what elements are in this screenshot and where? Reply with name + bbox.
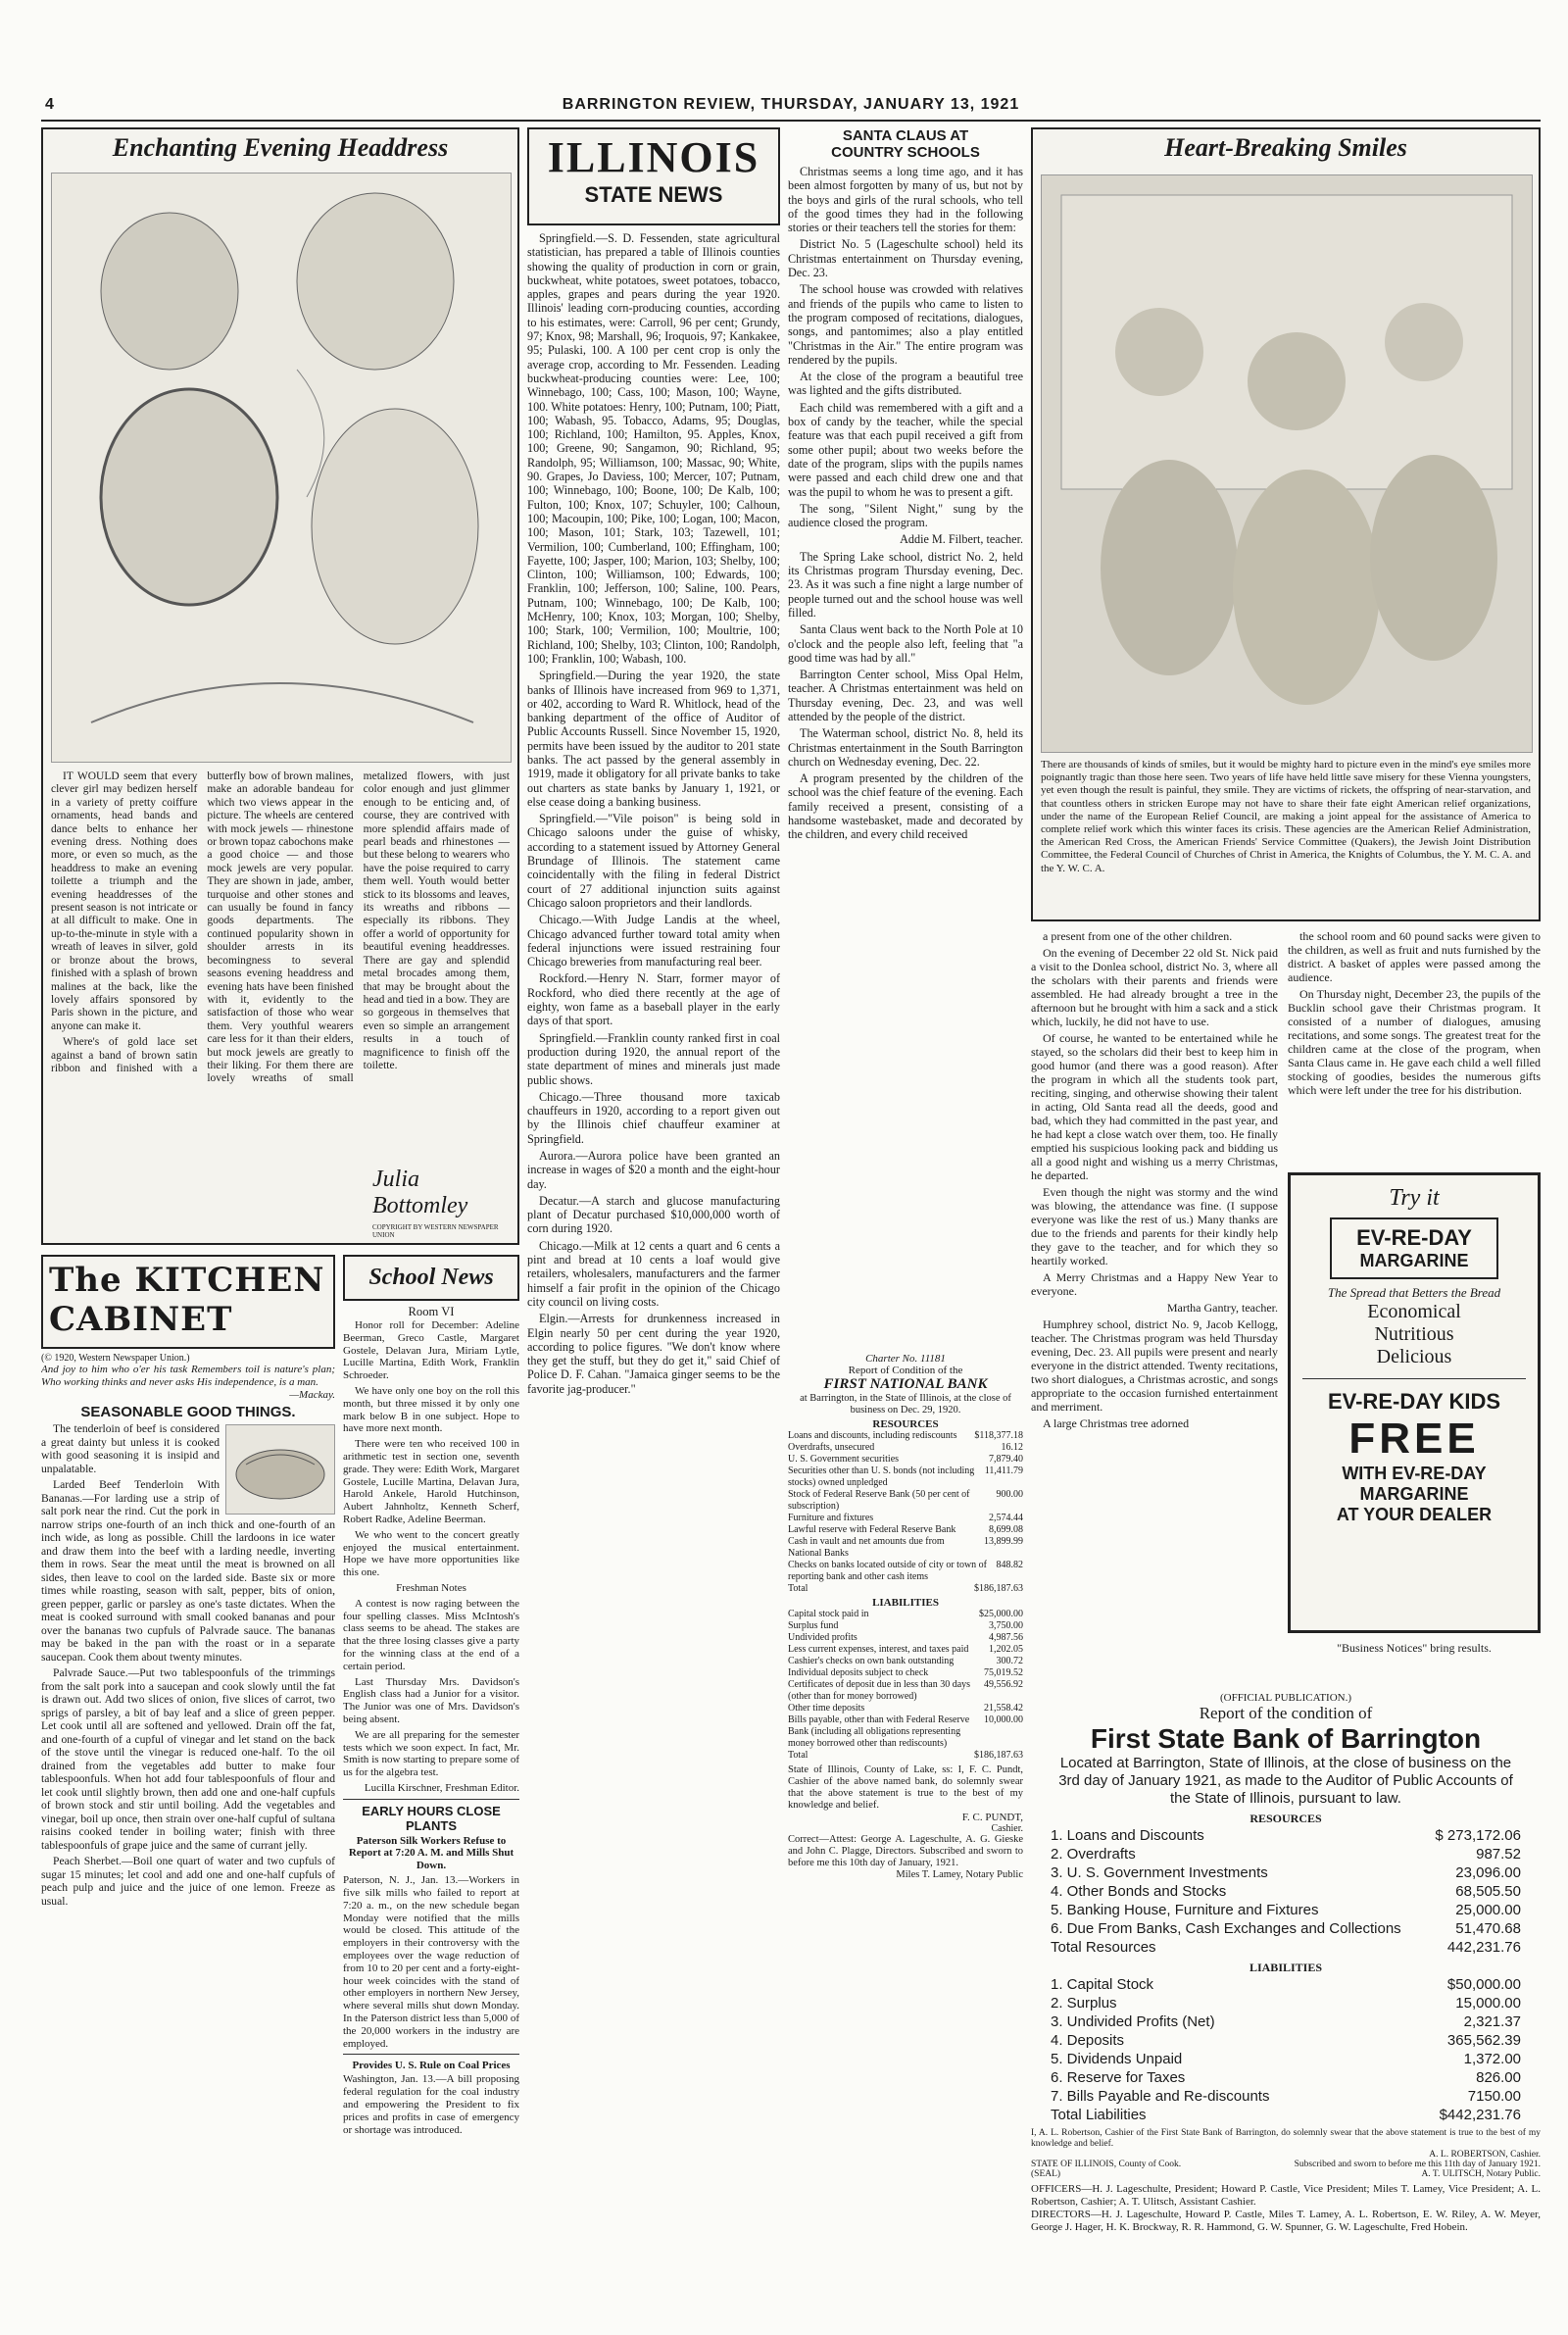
report-row <box>788 1632 1023 1644</box>
report-row-value: 21,558.42 <box>984 1703 1023 1714</box>
smiles-photo <box>1041 174 1533 753</box>
report-row-label: 3. Undivided Profits (Net) <box>1051 2013 1215 2030</box>
report-row-label: Checks on banks located outside of city or town of reporting bank and other cash items <box>788 1560 988 1582</box>
report-row <box>788 1620 1023 1632</box>
first-national-correct: Correct—Attest: George A. Lageschulte, A. G. Gieske and John C. Plagge, Directors. Subscribed and sworn to before me this 10th day of January, 1921. <box>788 1834 1023 1868</box>
first-national-attest: State of Illinois, County of Lake, ss: I, F. C. Pundt, Cashier of the above named bank, do solemnly swear that the above statement is true to the best of my knowledge and belief. <box>788 1764 1023 1811</box>
coal-title: Provides U. S. Rule on Coal Prices <box>352 2060 511 2072</box>
first-national-section <box>788 1353 1023 2313</box>
report-row <box>788 1536 1023 1560</box>
report-row-value: 2,321.37 <box>1463 2013 1521 2030</box>
coal-body: Washington, Jan. 13.—A bill proposing federal regulation for the coal industry and empowering the President to fix prices and profits in case of emergency or shortage was introduced. <box>343 2073 519 2136</box>
kitchen-paragraph-1: The tenderloin of beef is considered a great dainty but unless it is cooked with good seasoning it is insipid and unpalatable. <box>41 1422 220 1475</box>
first-state-officers: OFFICERS—H. J. Lageschulte, President; Howard P. Castle, Vice President; Miles T. Lamey, Vice President; A. L. Robertson, Cashier; A. T. Ulitsch, Assistant Cashier. <box>1031 2183 1541 2208</box>
report-row <box>788 1667 1023 1679</box>
early-hours-subtitle: Paterson Silk Workers Refuse to Report at 7:20 A. M. and Mills Shut Down. <box>348 1834 514 1871</box>
illinois-body <box>527 231 780 1396</box>
right-paragraph-2: On the evening of December 22 old St. Nick paid a visit to the Donlea school, district No. 3, where all the scholars with their parents and friends were assembled. He had already brought a tree in the afternoon but he brought with him a sack and a stick which, luckily, he did not have to use. <box>1031 946 1278 1028</box>
kitchen-title-line1: The KITCHEN <box>49 1261 325 1300</box>
report-row-label: Total <box>788 1750 808 1761</box>
report-row-label: 5. Banking House, Furniture and Fixtures <box>1051 1902 1319 1918</box>
report-row <box>788 1560 1023 1583</box>
ad-free: FREE <box>1348 1415 1480 1463</box>
ad-slogan: The Spread that Betters the Bread <box>1327 1285 1501 1300</box>
report-row <box>788 1750 1023 1762</box>
illinois-paragraph-7: Chicago.—Three thousand more taxicab chauffeurs in 1920, according to a report given out by the Illinois chief chauffeur examiner at Springfield. <box>527 1089 780 1146</box>
report-row-label: Less current expenses, interest, and taxes paid <box>788 1644 969 1655</box>
santa-paragraph-5: Each child was remembered with a gift and a box of candy by the teacher, while the special feature was that each pupil received a gift from some other pupil; about two weeks before the date of the program, slips with the pupils names were passed and each child drew one and that was the pupil to whom he was to present a gift. <box>788 400 1023 499</box>
report-row-label: Other time deposits <box>788 1703 865 1714</box>
report-row-value: $50,000.00 <box>1446 1976 1521 1993</box>
illinois-paragraph-1: Springfield.—S. D. Fessenden, state agricultural statistician, has prepared a table of Illinois counties showing the quality of production in corn or grain, buckwheat, white potatoes, sweet potatoes, tobacco, apples, grapes and pears during the year 1920. Illinois' leading corn-producing counties, according to his estimates, were: Carroll, 96 per cent; Grundy, 97; Knox, 98; Marshall, 96; Iroquois, 97; Kankakee, 95; Pulaski, 100. A 100 per cent crop is only the average crop, according to Mr. Fessenden. Leading buckwheat-producing counties were: Lee, 100; Winnebago, 100; Cass, 100; Mason, 100; Wayne, 100. White potatoes: Henry, 100; Putnam, 100; Piatt, 100; Wabash, 95. Tobacco, Adams, 95; Douglas, 100; Richland, 100; Hamilton, 95. Apples, Knox, 100; Greene, 90; Sangamon, 90; Richland, 95; Randolph, 95; Williamson, 100; Massac, 90; White, 90. Grapes, Jo Daviess, 100; Mercer, 107; Putnam, 100; Winnebago, 100; Boone, 100; De Kalb, 100; Fulton, 100; Knox, 107; Schuyler, 100; Calhoun, 100; Macoupin, 100; Pike, 100; Logan, 100; Macon, 100; Mason, 101; Stark, 103; Tazewell, 101; Vermilion, 100; Cumberland, 100; Effingham, 100; Fayette, 100; Jasper, 100; Marion, 103; Shelby, 100; Clinton, 100; Williamson, 100; Edwards, 100; Franklin, 100; Jefferson, 100; Saline, 100. Pears, Putnam, 100; Winnebago, 100; De Kalb, 100; McHenry, 100; Knox, 103; Morgan, 100; Shelby, 100; Stark, 100; Vermilion, 100; Moultrie, 100; Richland, 100; Shelby, 103; Clinton, 100; Randolph, 100; Franklin, 100; Wabash, 100. <box>527 231 780 666</box>
headdress-title: Enchanting Evening Headdress <box>112 133 449 162</box>
beef-illustration <box>225 1424 335 1515</box>
report-row-value: 16.12 <box>1001 1442 1023 1453</box>
first-state-official: (OFFICIAL PUBLICATION.) <box>1219 1692 1352 1704</box>
illinois-paragraph-11: Elgin.—Arrests for drunkenness increased in Elgin nearly 50 per cent during the year 1920, according to police figures. "We don't know where they get the stuff, but they do get it," said Chief of Police D. F. Cahan. "Jamaica ginger seems to be the favorite jag-producer." <box>527 1312 780 1396</box>
report-row <box>788 1583 1023 1595</box>
report-row-value: 49,556.92 <box>984 1679 1023 1690</box>
first-state-state: STATE OF ILLINOIS, County of Cook. <box>1031 2160 1182 2169</box>
report-row <box>788 1644 1023 1656</box>
headdress-copyright: COPYRIGHT BY WESTERN NEWSPAPER UNION <box>372 1223 499 1239</box>
right-text-col-b <box>1288 929 1541 1165</box>
first-state-liabilities-head: LIABILITIES <box>1249 1961 1323 1974</box>
report-row-label: Bills payable, other than with Federal Reserve Bank (including all obligations representing money borrowed other than rediscounts) <box>788 1714 970 1749</box>
report-row <box>788 1430 1023 1442</box>
report-row <box>1051 2106 1521 2124</box>
right-b-paragraph-1: the school room and 60 pound sacks were given to the children, as well as fruit and nuts furnished by the district. A basket of apples were passed among the audience. <box>1288 929 1541 984</box>
school-news-paragraph-3: There were ten who received 100 in arithmetic test in section one, seventh grade. They were: Edith Work, Margaret Gostele, Lucille Martina, Delavan Jura, Harold Ankele, Harold Hutchinson, Aubert Jahnholtz, Kenneth Scherf, Robert Radke, Adeline Beerman. <box>343 1438 519 1525</box>
report-row <box>788 1714 1023 1750</box>
newspaper-page <box>41 94 1541 2319</box>
report-row-value: 2,574.44 <box>989 1513 1023 1523</box>
right-paragraph-4: Even though the night was stormy and the wind was blowing, the attendance was fine. (I suppose everyone was like the rest of us.) Many thanks are due to the friends and parents for their kindly help they gave to the teacher, and for which they so heartily worked. <box>1031 1185 1278 1267</box>
school-news-signoff: Lucilla Kirschner, Freshman Editor. <box>364 1781 519 1794</box>
first-state-bank-name: First State Bank of Barrington <box>1090 1723 1482 1754</box>
ad-brand-box <box>1330 1217 1498 1279</box>
illinois-paragraph-9: Decatur.—A starch and glucose manufacturing plant of Decatur purchased $10,000,000 worth of corn during 1920. <box>527 1193 780 1236</box>
masthead-title: BARRINGTON REVIEW, THURSDAY, JANUARY 13, 1921 <box>562 96 1020 113</box>
report-row-label: 4. Deposits <box>1051 2032 1125 2049</box>
first-state-resources-table <box>1031 1826 1541 1957</box>
report-row <box>788 1513 1023 1524</box>
report-row-label: Cash in vault and net amounts due from National Banks <box>788 1536 945 1559</box>
kitchen-paragraph-3: Palvrade Sauce.—Put two tablespoonfuls of the trimmings from the salt pork into a saucepan and cook slowly until the fat is drawn out. Add two slices of onion, five slices of carrot, two sprigs of parsley, a bit of bay leaf and a slice of green pepper. Let cook until all are softened and yellowed. Drain off the fat, and one-fourth of a cupful of vinegar and let stand on the back of the stove until the vinegar is reduced one-half. To the oil drained from the vegetables add butter to make four tablespoonfuls. When hot add four tablespoonfuls of flour and let cook until slightly brown, then add one and one-half cupfuls of brown stock and stir until boiling. Add the vegetables and vinegar, boil up once, then strain over one-half cupful of sultana raisins cooked tender in boiling water; finish with three tablespoonfuls of grape juice and the same of currant jelly. <box>41 1666 335 1852</box>
report-row-label: Lawful reserve with Federal Reserve Bank <box>788 1524 956 1535</box>
report-row-value: 1,202.05 <box>989 1644 1023 1655</box>
report-row-label: Stock of Federal Reserve Bank (50 per cent of subscription) <box>788 1489 970 1512</box>
smiles-title: Heart-Breaking Smiles <box>1164 133 1407 162</box>
headdress-body <box>51 770 510 1163</box>
santa-section <box>788 127 1023 1343</box>
report-row <box>1051 1826 1521 1845</box>
report-row-label: Overdrafts, unsecured <box>788 1442 875 1453</box>
business-notice: "Business Notices" bring results. <box>1337 1641 1492 1655</box>
school-news-section <box>343 1255 519 2313</box>
illinois-news-section <box>527 127 780 2313</box>
school-news-title: School News <box>368 1265 494 1290</box>
headdress-section <box>41 127 519 1245</box>
report-row-value: 826.00 <box>1476 2069 1521 2086</box>
kitchen-cabinet-header <box>41 1255 335 1349</box>
early-hours-body: Paterson, N. J., Jan. 13.—Workers in five silk mills who failed to report at 7:20 a. m., on the new schedule began Monday were notified that the mills would be closed. This attitude of the employers in their controversy with the employees over the wage reduction of from 10 to 20 per cent and a forty-eight-hour week coincides with the stand of other employers in northern New Jersey, where several mills shut down Monday. In the Paterson district less than 5,000 of the 20,000 workers in the industry are employed. <box>343 1874 519 2050</box>
beef-tenderloin-icon <box>226 1425 334 1514</box>
right-paragraph-1: a present from one of the other children. <box>1043 929 1233 943</box>
right-b-paragraph-2: On Thursday night, December 23, the pupils of the Bucklin school gave their Christmas program. It consisted of a number of dialogues, amusing recitations, and some songs. The greatest treat for the children came at the close of the program, when Santa Claus came in. He gave each child a well filled stocking of goodies, besides the numerous gifts which were left under the tree for his distribution. <box>1288 987 1541 1097</box>
report-row-label: 4. Other Bonds and Stocks <box>1051 1883 1227 1900</box>
report-row-label: U. S. Government securities <box>788 1454 900 1465</box>
report-row-label: Capital stock paid in <box>788 1609 869 1619</box>
first-state-directors: DIRECTORS—H. J. Lageschulte, Howard P. Castle, Miles T. Lamey, A. L. Robertson, E. W. Riley, A. W. Meyer, George J. Hager, H. K. Brockway, R. R. Hammond, G. W. Spunner, G. W. Lageschulte, Fred Hobein. <box>1031 2209 1541 2233</box>
right-signoff: Martha Gantry, teacher. <box>1166 1301 1278 1315</box>
report-row-value: 15,000.00 <box>1455 1995 1521 2012</box>
first-national-cashier: F. C. PUNDT, <box>961 1812 1023 1823</box>
report-row-value: 442,231.76 <box>1446 1939 1521 1956</box>
report-row-label: Total <box>788 1583 808 1594</box>
report-row-value: 13,899.99 <box>984 1536 1023 1547</box>
santa-paragraph-2: District No. 5 (Lageschulte school) held its Christmas entertainment on Thursday evening, Dec. 23. <box>788 237 1023 280</box>
report-row-value: $118,377.18 <box>974 1430 1023 1441</box>
first-state-sworn: Subscribed and sworn to before me this 11th day of January 1921. <box>1294 2160 1541 2169</box>
illinois-paragraph-4: Chicago.—With Judge Landis at the wheel, Chicago advanced further toward total amity when federal injunctions were issued restraining four Chicago breweries from manufacturing real beer. <box>527 913 780 969</box>
first-national-title-pre: Report of Condition of the <box>848 1365 963 1376</box>
report-row-value: 7,879.40 <box>989 1454 1023 1465</box>
santa-body <box>788 165 1023 842</box>
ad-margarine: MARGARINE <box>1359 1484 1469 1504</box>
divider <box>343 1799 519 1800</box>
first-national-location: at Barrington, in the State of Illinois, at the close of business on Dec. 29, 1920. <box>800 1393 1011 1416</box>
ad-word-3: Delicious <box>1376 1346 1452 1367</box>
first-national-liabilities-head: LIABILITIES <box>872 1597 939 1609</box>
first-state-seal: (SEAL) <box>1031 2169 1061 2179</box>
report-row-value: 51,470.68 <box>1455 1920 1521 1937</box>
report-row <box>1051 1882 1521 1901</box>
report-row <box>1051 2050 1521 2068</box>
report-row-value: $186,187.63 <box>974 1583 1023 1594</box>
report-row <box>1051 1863 1521 1882</box>
school-news-header <box>343 1255 519 1301</box>
santa-paragraph-7: The Spring Lake school, district No. 2, held its Christmas program Thursday evening, Dec. 23. As it was such a fine night a large number of people turned out and the school house was well filled. <box>788 549 1023 620</box>
school-news-paragraph-4: We who went to the concert greatly enjoyed the musical entertainment. Hope we have more opportunities like this one. <box>343 1528 519 1579</box>
children-photo-icon <box>1042 175 1532 752</box>
report-row-label: Surplus fund <box>788 1620 839 1631</box>
headdress-signature: Julia Bottomley <box>372 1167 468 1218</box>
report-row <box>788 1489 1023 1513</box>
kitchen-paragraph-4: Peach Sherbet.—Boil one quart of water and two cupfuls of sugar 15 minutes; let cool and add one and one-half cupfuls of peach pulp and juice and the juice of one lemon. Freeze as usual. <box>41 1855 335 1908</box>
santa-paragraph-1: Christmas seems a long time ago, and it has been almost forgotten by many of us, but not by the boys and girls of the rural schools, who tell of the good times they had in the following stories or their teachers tell the stories for them: <box>788 165 1023 235</box>
report-row-value: 3,750.00 <box>989 1620 1023 1631</box>
first-national-resources-table <box>788 1430 1023 1595</box>
santa-paragraph-3: The school house was crowded with relatives and friends of the pupils who came to listen to the program composed of recitations, dialogues, songs, and pantomimes; also a play entitled "Christmas in the Air." The entire program was rendered by the pupils. <box>788 282 1023 367</box>
report-row-value: 8,699.08 <box>989 1524 1023 1535</box>
ad-try-it: Try it <box>1389 1185 1440 1211</box>
santa-signoff: Addie M. Filbert, teacher. <box>900 532 1023 547</box>
report-row <box>788 1679 1023 1703</box>
report-row-value: 848.82 <box>996 1560 1023 1570</box>
report-row <box>1051 2031 1521 2050</box>
kitchen-credit: (© 1920, Western Newspaper Union.) <box>41 1353 190 1364</box>
report-row-value: $442,231.76 <box>1439 2107 1521 2123</box>
report-row <box>788 1703 1023 1714</box>
kitchen-heading: SEASONABLE GOOD THINGS. <box>80 1404 296 1420</box>
first-state-resources-head: RESOURCES <box>1250 1812 1322 1825</box>
ad-brand-bottom: MARGARINE <box>1359 1251 1469 1270</box>
headdress-paragraph-2: Where's of gold lace set against a band of brown satin ribbon and finished with a butterfly bow of brown malines, make an adorable bandeau for which two views appear in the picture. The wheels are centered with mock jewels — rhinestone or brown topaz cabochons make a good choice — and those mock jewels are very popular. They are shown in jade, amber, turquoise and other stones and can usually be found in fancy goods departments. The continued popularity shown in shoulder arrests in its becomingness to several seasons evening headdress and evening hats have been finished with it, evidently to the satisfaction of those who wear them. Very youthful wearers care less for it than their elders, but mock jewels are greatly to their liking. For them there are lovely wreaths of small metalized flowers, with just color enough and just glimmer enough to be enticing and, of course, they are contrived with more splendid affairs made of pearl beads and rhinestones — but these belong to wearers who have the poise required to carry them well. Youth would better stick to its blossoms and leaves, its wreaths and ribbons — especially its ribbons. They offer a world of opportunity for beautiful evening headdresses. There are gay and splendid metal brocades among them, that may be brought about the head and tied in a bow. They are so gorgeous in themselves that even so simple an arrangement results in a touch of magnificence to finish off the toilette. <box>51 770 510 1085</box>
ad-kids: EV-RE-DAY KIDS <box>1327 1389 1501 1414</box>
santa-title-line2: COUNTRY SCHOOLS <box>831 144 980 161</box>
santa-paragraph-4: At the close of the program a beautiful tree was lighted and the gifts distributed. <box>788 370 1023 398</box>
illinois-title-top: ILLINOIS <box>547 133 760 181</box>
divider <box>343 2054 519 2055</box>
report-row <box>788 1524 1023 1536</box>
report-row-label: Securities other than U. S. bonds (not including stocks) owned unpledged <box>788 1466 975 1488</box>
report-row-label: Loans and discounts, including rediscounts <box>788 1430 957 1441</box>
kitchen-paragraph-2: Larded Beef Tenderloin With Bananas.—For larding use a strip of salt pork near the rind. Cut the pork in narrow strips one-fourth of an inch thick and one-fourth of an inch wide, as long as possible. Chill the lardoons in ice water and draw them into the beef with a larding needle, inverting them in rows. Sear the meat until the meat is browned on all sides, then leave to cool on the larded side. Baste six or more times while roasting, season with salt, pepper, bits of onion, green pepper, garlic or parsley as one's taste dictates. When the meat is cooked surround with small cooked bananas and pour over the bananas two cupfuls of Palvrade sauce. The bananas may be baked in the pan with the roast or in a separate saucepan. Cook them about twenty minutes. <box>41 1478 335 1664</box>
report-row-label: 6. Due From Banks, Cash Exchanges and Collections <box>1051 1920 1401 1937</box>
report-row-label: 2. Surplus <box>1051 1995 1117 2012</box>
report-row <box>1051 1919 1521 1938</box>
divider <box>1302 1378 1526 1379</box>
report-row-value: 10,000.00 <box>984 1714 1023 1725</box>
report-row-label: Certificates of deposit due in less than 30 days (other than for money borrowed) <box>788 1679 971 1702</box>
report-row-value: 11,411.79 <box>984 1466 1023 1476</box>
report-row-label: 3. U. S. Government Investments <box>1051 1864 1268 1881</box>
right-paragraph-6: Humphrey school, district No. 9, Jacob Kellogg, teacher. The Christmas program was held Thursday evening, Dec. 23. All pupils were present and nearly everyone in the district attended. Twenty recitations, two short dialogues, a Christmas acrostic, and songs appropriate to the occasion furnished entertainment and merriment. <box>1031 1317 1278 1414</box>
ad-dealer: AT YOUR DEALER <box>1336 1505 1493 1524</box>
report-row <box>1051 1994 1521 2012</box>
school-news-paragraph-6: A contest is now raging between the four spelling classes. Miss McIntosh's class seems to be ahead. The stakes are that the three losing classes give a party for the winning class at the end of a certain period. <box>343 1597 519 1672</box>
report-row-label: Undivided profits <box>788 1632 858 1643</box>
first-state-liabilities-table <box>1031 1975 1541 2124</box>
report-row-value: 365,562.39 <box>1446 2032 1521 2049</box>
early-hours-title: EARLY HOURS CLOSE PLANTS <box>362 1803 501 1833</box>
report-row-value: 300.72 <box>996 1656 1023 1666</box>
report-row-label: 2. Overdrafts <box>1051 1846 1136 1863</box>
charter-number: Charter No. 11181 <box>865 1353 946 1365</box>
report-row-value: 23,096.00 <box>1455 1864 1521 1881</box>
kitchen-poem <box>41 1364 335 1402</box>
first-state-oath-signer: A. L. ROBERTSON, Cashier. <box>1429 2150 1541 2160</box>
first-state-notary-block <box>1031 2160 1541 2179</box>
ad-brand-top: EV-RE-DAY <box>1356 1225 1472 1250</box>
illinois-title-bottom: STATE NEWS <box>584 182 723 207</box>
report-row-value: $ 273,172.06 <box>1435 1827 1521 1844</box>
report-row-label: Individual deposits subject to check <box>788 1667 929 1678</box>
kitchen-poem-credit: —Mackay. <box>289 1389 335 1401</box>
illinois-header <box>527 127 780 225</box>
kitchen-cabinet-section <box>41 1255 335 2313</box>
first-national-cashier-title: Cashier. <box>991 1823 1023 1834</box>
school-news-paragraph-7: Last Thursday Mrs. Davidson's English class had a Junior for a visitor. The Junior was one of Mrs. Davidson's being absent. <box>343 1675 519 1725</box>
headdress-paragraph-1: IT WOULD seem that every clever girl may bedizen herself in a variety of pretty coiffure ornaments, head bands and dance belts to enhance her evening dress. Nothing does more, or even so much, as the headdress to make an evening toilette a triumph and the evening headdresses of the present season is not intricate or at all difficult to make. One in up-to-the-minute in style with a wreath of leaves in silver, gold or bronze about the brows, finished with a splash of brown malines at the back, like the lovely affairs sponsored by Paris shown in the picture, and anyone can make it. <box>51 770 198 1032</box>
right-text-col-a <box>1031 929 1278 1684</box>
first-national-notary: Miles T. Lamey, Notary Public <box>896 1869 1023 1880</box>
page-number: 4 <box>45 96 54 113</box>
illinois-paragraph-6: Springfield.—Franklin county ranked first in coal production during 1920, the annual report of the state department of mines and minerals just made public shows. <box>527 1030 780 1087</box>
ad-with: WITH EV-RE-DAY <box>1342 1464 1487 1483</box>
first-national-resources-head: RESOURCES <box>872 1418 939 1430</box>
santa-paragraph-8: Santa Claus went back to the North Pole at 10 o'clock and the people also left, feeling that "a good time was had by all." <box>788 622 1023 665</box>
report-row <box>788 1466 1023 1489</box>
report-row-value: 25,000.00 <box>1455 1902 1521 1918</box>
first-national-bank-name: FIRST NATIONAL BANK <box>823 1376 988 1392</box>
report-row <box>1051 2087 1521 2106</box>
report-row-label: Furniture and fixtures <box>788 1513 874 1523</box>
report-row <box>788 1442 1023 1454</box>
school-news-paragraph-1: Honor roll for December: Adeline Beerman, Greco Castle, Margaret Gostele, Delavan Jura, Miriam Lytle, Lucille Martina, Edith Work, Franklin Schroeder. <box>343 1319 519 1382</box>
ad-word-1: Economical <box>1367 1301 1461 1322</box>
illinois-paragraph-2: Springfield.—During the year 1920, the state banks of Illinois have increased from 969 to 1,371, or 402, according to Ward R. Whitlock, head of the banking department of the office of Auditor of Public Accounts Russell. Since November 15, 1920, permits have been issued by the auditor to 201 state banks. The act passed by the general assembly in 1919, made it obligatory for all private banks to take out charters as state banks by January 1, 1921, or else cease doing a banking business. <box>527 669 780 809</box>
report-row-value: $25,000.00 <box>979 1609 1023 1619</box>
report-row-label: 1. Loans and Discounts <box>1051 1827 1204 1844</box>
report-row-label: 1. Capital Stock <box>1051 1976 1154 1993</box>
school-news-paragraph-2: We have only one boy on the roll this month, but three missed it by only one mark below B in one subject. Hope to have more next month. <box>343 1384 519 1435</box>
santa-title-line1: SANTA CLAUS AT <box>842 127 969 144</box>
santa-paragraph-6: The song, "Silent Night," sung by the audience closed the program. <box>788 501 1023 530</box>
report-row-value: 7150.00 <box>1467 2088 1521 2105</box>
illinois-paragraph-3: Springfield.—"Vile poison" is being sold in Chicago saloons under the guise of whisky, according to a statement issued by Attorney General Brundage of Illinois. The statement came coincidentally with the filing in federal District court of 27 additional injunction suits against Chicago saloon proprietors and their landlords. <box>527 812 780 910</box>
report-row <box>788 1609 1023 1620</box>
report-row <box>1051 1938 1521 1957</box>
report-row-label: 7. Bills Payable and Re-discounts <box>1051 2088 1270 2105</box>
report-row-value: 1,372.00 <box>1463 2051 1521 2067</box>
school-news-paragraph-8: We are all preparing for the semester tests which we soon expect. In fact, Mr. Smith is now starting to prepare some of us for the algebra test. <box>343 1728 519 1779</box>
report-row-label: Total Liabilities <box>1051 2107 1147 2123</box>
report-row-value: 75,019.52 <box>984 1667 1023 1678</box>
report-row-label: Total Resources <box>1051 1939 1156 1956</box>
headdress-illustration <box>51 173 512 763</box>
first-state-section <box>1031 1692 1541 2319</box>
school-news-body <box>343 1319 519 1795</box>
first-state-intro: Located at Barrington, State of Illinois, at the close of business on the 3rd day of January 1921, as made to the Auditor of Public Accounts of the State of Illinois, pursuant to law. <box>1058 1755 1513 1807</box>
report-row-label: 5. Dividends Unpaid <box>1051 2051 1183 2067</box>
ad-word-2: Nutritious <box>1374 1323 1454 1345</box>
smiles-caption: There are thousands of kinds of smiles, but it would be mighty hard to picture even in the mind's eye smiles more poignantly tragic than those here seen. Two years of life have held little save misery for these Vienna youngsters, yet even though the result is painful, they smile. They are victims of rickets, the offspring of near-starvation, and that countless others in stricken Europe may not have to share their fate eight American relief organizations, under the name of the European Relief Council, are making a joint appeal for the assistance of America to complete relief work which this winter faces its crisis. These agencies are the American Relief Administration, the American Red Cross, the American Friends' Service Committee (Quakers), the Jewish Joint Distribution Committee, the Federal Council of Churches of Christ in America, the Knights of Columbus, the Y. M. C. A. and the Y. W. C. A. <box>1041 759 1531 874</box>
santa-paragraph-9: Barrington Center school, Miss Opal Helm, teacher. A Christmas entertainment was held on Thursday evening, Dec. 23, and was well attended by the people of the district. <box>788 668 1023 723</box>
report-row <box>1051 1845 1521 1863</box>
report-row <box>788 1656 1023 1667</box>
report-row-label: Cashier's checks on own bank outstanding <box>788 1656 955 1666</box>
illinois-paragraph-5: Rockford.—Henry N. Starr, former mayor of Rockford, who died there recently at the age of eighty, won fame as a baseball player in the early days of that sport. <box>527 971 780 1028</box>
report-row <box>1051 2012 1521 2031</box>
santa-paragraph-10: The Waterman school, district No. 8, held its Christmas entertainment in the South Barrington church on Wednesday evening, Dec. 22. <box>788 726 1023 769</box>
first-state-oath: I, A. L. Robertson, Cashier of the First State Bank of Barrington, do solemnly swear that the above statement is true to the best of my knowledge and belief. <box>1031 2128 1541 2149</box>
report-row-value: $186,187.63 <box>974 1750 1023 1761</box>
illinois-paragraph-10: Chicago.—Milk at 12 cents a quart and 6 cents a pint and bread at 10 cents a loaf would give retailers, wholesalers, manufacturers and the farmer himself a fair profit in the opinion of the Chicago city council on living costs. <box>527 1238 780 1309</box>
right-paragraph-7: A large Christmas tree adorned <box>1043 1416 1190 1430</box>
right-paragraph-5: A Merry Christmas and a Happy New Year to everyone. <box>1031 1270 1278 1298</box>
santa-paragraph-11: A program presented by the children of the school was the chief feature of the evening. Each family received a present, consisting of a handsome wastebasket, made and decorated by the children, and every child received <box>788 771 1023 842</box>
report-row-value: 68,505.50 <box>1455 1883 1521 1900</box>
smiles-section <box>1031 127 1541 921</box>
report-row <box>1051 1975 1521 1994</box>
school-news-room: Room VI <box>408 1305 455 1318</box>
report-row <box>1051 2068 1521 2087</box>
everday-ad <box>1288 1172 1541 1633</box>
report-row <box>1051 1901 1521 1919</box>
first-state-notary: A. T. ULITSCH, Notary Public. <box>1421 2169 1541 2179</box>
report-row-value: 900.00 <box>996 1489 1023 1500</box>
report-row-label: 6. Reserve for Taxes <box>1051 2069 1186 2086</box>
masthead <box>41 94 1541 122</box>
kitchen-title-line2: CABINET <box>49 1300 233 1339</box>
school-news-subheading: Freshman Notes <box>396 1581 466 1594</box>
report-row-value: 4,987.56 <box>989 1632 1023 1643</box>
right-paragraph-3: Of course, he wanted to be entertained while he stayed, so the scholars did their best to keep him in good humor (and there was a good reason). After the program in which all the students took part, reciting, singing, and otherwise showing their talent in acting, Old Santa read all the deeds, good and bad, which they had committed in the past year, and he had kept a close watch over them, too. He finally emptied his suspicious looking pack and bidding us all a good night and wishing us a merry Christmas, he departed. <box>1031 1031 1278 1182</box>
report-row-value: 987.52 <box>1476 1846 1521 1863</box>
first-state-title-pre: Report of the condition of <box>1199 1704 1373 1722</box>
first-national-liabilities-table <box>788 1609 1023 1762</box>
illinois-paragraph-8: Aurora.—Aurora police have been granted an increase in wages of $20 a month and the eight-hour day. <box>527 1149 780 1191</box>
headdress-figures-icon <box>52 174 511 762</box>
kitchen-poem-text: And joy to him who o'er his task Remembers toil is nature's plan; Who working thinks and never asks His independence, is a man. <box>41 1364 335 1388</box>
report-row <box>788 1454 1023 1466</box>
